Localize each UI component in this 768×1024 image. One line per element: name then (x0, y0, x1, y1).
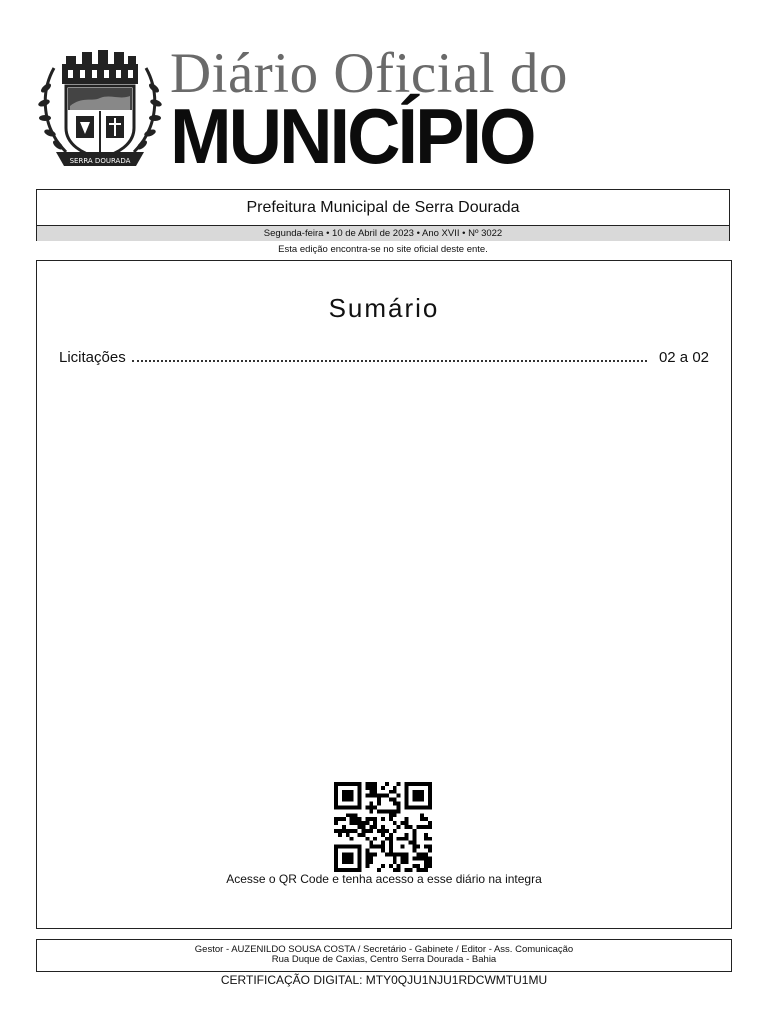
crest-ribbon-text: SERRA DOURADA (69, 157, 131, 165)
toc-item-label: Licitações (59, 349, 126, 366)
masthead-title-top: Diário Oficial do (170, 42, 568, 105)
toc-dot-leader (132, 350, 647, 362)
municipal-coat-of-arms-icon (36, 48, 164, 172)
qr-code-icon[interactable] (334, 781, 432, 873)
toc-item-pages: 02 a 02 (658, 349, 709, 366)
footer (36, 939, 732, 972)
prefeitura-name: Prefeitura Municipal de Serra Dourada (37, 190, 729, 226)
edition-info: Segunda-feira • 10 de Abril de 2023 • Ano XVII • Nº 3022 (37, 226, 729, 241)
toc-item[interactable] (59, 349, 709, 366)
qr-caption: Acesse o QR Code e tenha acesso a esse diário na integra (226, 872, 542, 886)
masthead (36, 40, 676, 180)
edition-header (36, 189, 730, 241)
site-note: Esta edição encontra-se no site oficial deste ente. (278, 244, 488, 255)
footer-line-credits: Gestor - AUZENILDO SOUSA COSTA / Secretário - Gabinete / Editor - Ass. Comunicação (194, 944, 574, 955)
masthead-title-bottom: MUNICÍPIO (170, 92, 534, 180)
digital-certification: CERTIFICAÇÃO DIGITAL: MTY0QJU1NJU1RDCWMTU1MU (220, 973, 548, 987)
summary-section (36, 260, 732, 929)
footer-line-address: Rua Duque de Caxias, Centro Serra Dourada - Bahia (271, 954, 497, 965)
summary-title: Sumário (328, 293, 440, 323)
